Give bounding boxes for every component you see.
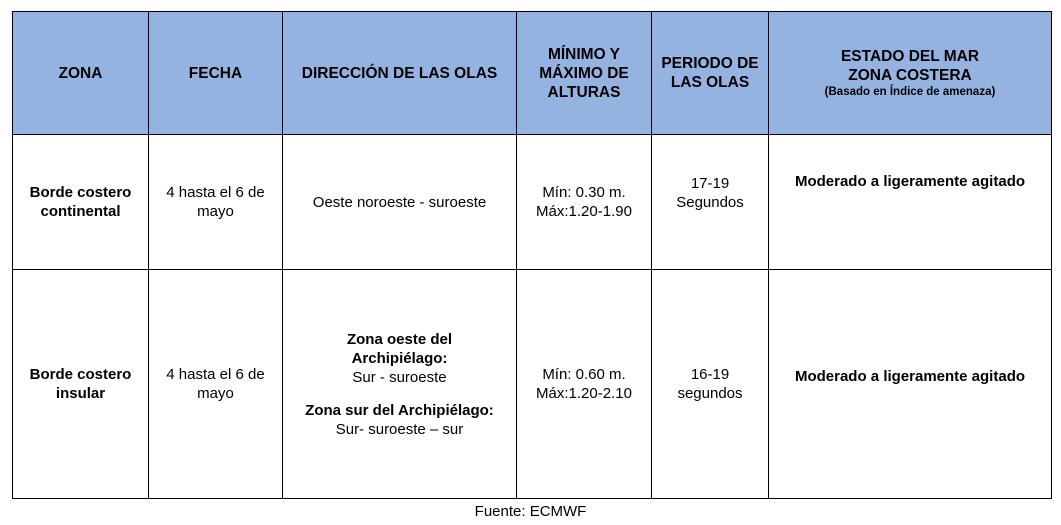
header-estado (769, 12, 1052, 135)
header-direccion: DIRECCIÓN DE LAS OLAS (283, 12, 517, 135)
header-zona: ZONA (13, 12, 149, 135)
periodo-line: segundos (677, 385, 743, 402)
header-alturas (517, 12, 652, 135)
direccion-block-text: Sur - suroeste (352, 368, 447, 386)
fecha-line: mayo (197, 385, 234, 402)
alturas-line: Mín: 0.30 m. (542, 184, 626, 201)
cell-direccion (283, 270, 517, 499)
header-periodo (652, 12, 769, 135)
alturas-line: Máx:1.20-2.10 (536, 385, 632, 402)
header-fecha: FECHA (149, 12, 283, 135)
header-alturas-line: MÍNIMO Y (547, 45, 621, 63)
cell-estado: Moderado a ligeramente agitado (769, 135, 1052, 270)
cell-alturas (517, 270, 652, 499)
header-alturas-line: ALTURAS (547, 83, 621, 101)
marine-forecast-table (12, 11, 1052, 499)
header-alturas-line: MÁXIMO DE (539, 64, 629, 82)
zona-line: insular (55, 385, 106, 402)
cell-alturas (517, 135, 652, 270)
periodo-line: Segundos (676, 194, 744, 211)
periodo-line: 16-19 (690, 366, 730, 383)
header-estado-line: ESTADO DEL MAR (840, 47, 980, 65)
cell-zona (13, 270, 149, 499)
cell-periodo (652, 135, 769, 270)
fecha-line: mayo (197, 203, 234, 220)
fecha-line: 4 hasta el 6 de (166, 184, 265, 201)
zona-line: Borde costero (29, 184, 132, 201)
direccion-block-title: Zona sur del Archipiélago: (305, 401, 494, 419)
cell-estado: Moderado a ligeramente agitado (769, 270, 1052, 499)
table-row (13, 135, 1052, 270)
alturas-line: Máx:1.20-1.90 (536, 203, 632, 220)
cell-fecha (149, 270, 283, 499)
alturas-line: Mín: 0.60 m. (542, 366, 626, 383)
zona-line: Borde costero (29, 366, 132, 383)
header-estado-note: (Basado en Índice de amenaza) (824, 85, 996, 98)
header-periodo-line: LAS OLAS (670, 74, 750, 91)
cell-zona (13, 135, 149, 270)
direccion-block-title: Zona oeste del (346, 330, 453, 348)
header-periodo-line: PERIODO DE (661, 55, 759, 72)
source-caption: Fuente: ECMWF (474, 503, 587, 520)
zona-line: continental (40, 203, 121, 220)
header-estado-line: ZONA COSTERA (848, 66, 972, 84)
cell-direccion: Oeste noroeste - suroeste (283, 135, 517, 270)
table-row (13, 270, 1052, 499)
periodo-line: 17-19 (690, 175, 730, 192)
direccion-block-title: Archipiélago: (351, 349, 448, 367)
cell-periodo (652, 270, 769, 499)
header-row (13, 12, 1052, 135)
fecha-line: 4 hasta el 6 de (166, 366, 265, 383)
direccion-block-text: Sur- suroeste – sur (335, 420, 464, 438)
cell-fecha (149, 135, 283, 270)
